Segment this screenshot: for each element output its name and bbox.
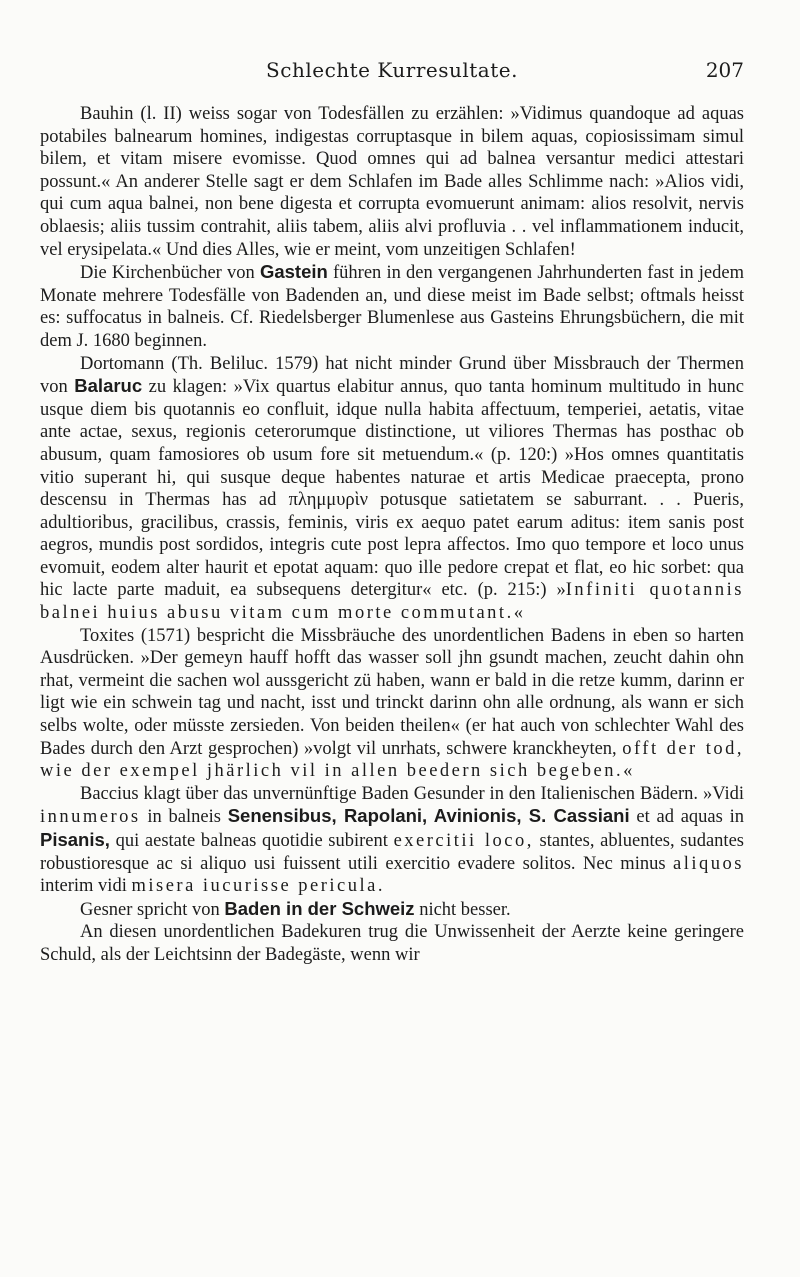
page-number: 207 — [705, 58, 744, 82]
spaced-word: innumeros — [40, 807, 141, 828]
text-run: et ad aquas in — [629, 807, 744, 828]
text-run: zu klagen: »Vix quartus elabitur annus, quo tanta hominum multitudo in hunc usque diem bis quotannis eo confluit, idque nulla habita affectuum, temperiei, aetatis, vitae ante actae, sexus, regionis ceterorumque distinctione, ut viliores Thermas has posthac ob abusum, quam famosiores ob usum fore sit metuendum.« (p. 120:) »Hos omnes quantitatis vitio superant hi, qui susque deque habentes naturae et artis Medicae praecepta, prono descensu in Thermas has ad πλημμυρὶν potusque satietatem se saburrant. . . Pueris, adultioribus, gracilibus, crassis, feminis, viris ex aequo patet earum aditus: item sanis post aegros, mundis post sordidos, integris cute post lepra affectos. Imo quo tempore et loco unus evomuit, eodem alter haurit et epotat aquam: quo ille pedore crepat et flat, eo hic sorbet: qua hic lacte parte maduit, ea subsequens detergitur« etc. (p. 215:) » — [40, 377, 744, 601]
paragraph-toxites — [40, 625, 744, 783]
text-run: « — [623, 761, 633, 782]
text-run: nicht besser. — [414, 899, 511, 920]
text-run: qui aestate balneas quotidie subirent — [109, 831, 394, 851]
text-run: « — [513, 603, 523, 624]
text-run: Dortomann (Th. Beliluc. 1579) hat nicht minder Grund über Missbrauch der Thermen von — [40, 353, 744, 398]
spaced-word: misera iucurisse pericula. — [131, 876, 385, 897]
text-run: stantes, abluentes, sudantes robustioresque ac si aliquo usi fuissent utili exercitio evadere solitos. Nec minus — [40, 831, 744, 874]
body-text — [40, 103, 744, 967]
paragraph-bauhin — [40, 103, 744, 261]
paragraph-dortomann — [40, 353, 744, 625]
place-names-italy: Senensibus, Rapolani, Avinionis, S. Cassiani — [227, 805, 630, 827]
place-name-pisa: Pisanis, — [40, 829, 110, 850]
paragraph-baccius — [40, 783, 744, 898]
place-name-gastein: Gastein — [259, 261, 328, 283]
paragraph-gesner — [40, 898, 744, 922]
paragraph-aerzte — [40, 921, 744, 966]
text-run: Die Kirchenbücher von — [80, 263, 260, 284]
text-run: interim vidi — [40, 876, 132, 897]
text-run: Toxites (1571) bespricht die Missbräuche des unordentlichen Badens in eben so harten Ausdrücken. »Der gemeyn hauff hofft das wasser soll jhn gsundt machen, zeucht dahin ohn rhat, vermeint die sachen wol aussgericht zü haben, wann er bald in die retze kumm, darinn er ligt wie ein schwein tag und nacht, isst und trinckt darinn ohn alle ordnung, als wann er sich selbs wolte, oder müsste zersieden. Von beiden theilen« (er hat auch von schlechter Wahl des Bades durch den Arzt gesprochen) »volgt vil unrhats, schwere kranckheyten, — [40, 625, 744, 759]
text-run: in balneis — [140, 807, 228, 828]
text-run: Bauhin (l. II) weiss sogar von Todesfällen zu erzählen: »Vidimus quandoque ad aquas potabiles balnearum homines, indigestas corruptasque in bilem aquas, copiosissimam simul bilem, et vitam misere evomisse. Quod omnes qui ad balnea versantur medici attestari possunt.« An anderer Stelle sagt er dem Schlafen im Bade alles Schlimme nach: »Alios vidi, qui cum aqua balnei, non bene digesta et corrupta evomuerunt animam: alios resolvit, nervis oblaesis; aliis tussim contrahit, aliis tabem, aliis alvi profluvia . . vel inflammationem inducit, vel erysipelata.« Und dies Alles, wie er meint, vom unzeitigen Schlafen! — [40, 104, 744, 260]
place-name-schweiz: Baden in der Schweiz — [224, 897, 415, 919]
text-run: führen in den vergangenen Jahrhunderten fast in jedem Monate mehrere Todesfälle von Badenden an, und diese meist im Bade selbst; oftmals heisst es: suffocatus in balneis. Cf. Riedelsberger Blumenlese aus Gasteins Ehrungsbüchern, die mit dem J. 1680 beginnen. — [40, 263, 744, 351]
text-run: Baccius klagt über das unvernünftige Baden Gesunder in den Italienischen Bädern. »Vidi — [80, 783, 744, 804]
spaced-quote: offt der tod, wie der exempel jhärlich vil in allen beedern sich begeben. — [40, 738, 744, 782]
running-title: Schlechte Kurresultate. — [266, 58, 518, 82]
spaced-word: exercitii loco, — [393, 831, 534, 851]
running-header — [40, 58, 744, 88]
text-run: Gesner spricht von — [80, 899, 225, 920]
text-run: An diesen unordentlichen Badekuren trug die Unwissenheit der Aerzte keine geringere Schuld, als der Leichtsinn der Badegäste, wenn wir — [40, 922, 744, 965]
spaced-quote: Infiniti quotannis balnei huius abusu vitam cum morte commutant. — [40, 580, 744, 624]
spaced-word: aliquos — [673, 853, 744, 874]
place-name-balaruc: Balaruc — [74, 375, 143, 397]
paragraph-gastein — [40, 261, 744, 352]
